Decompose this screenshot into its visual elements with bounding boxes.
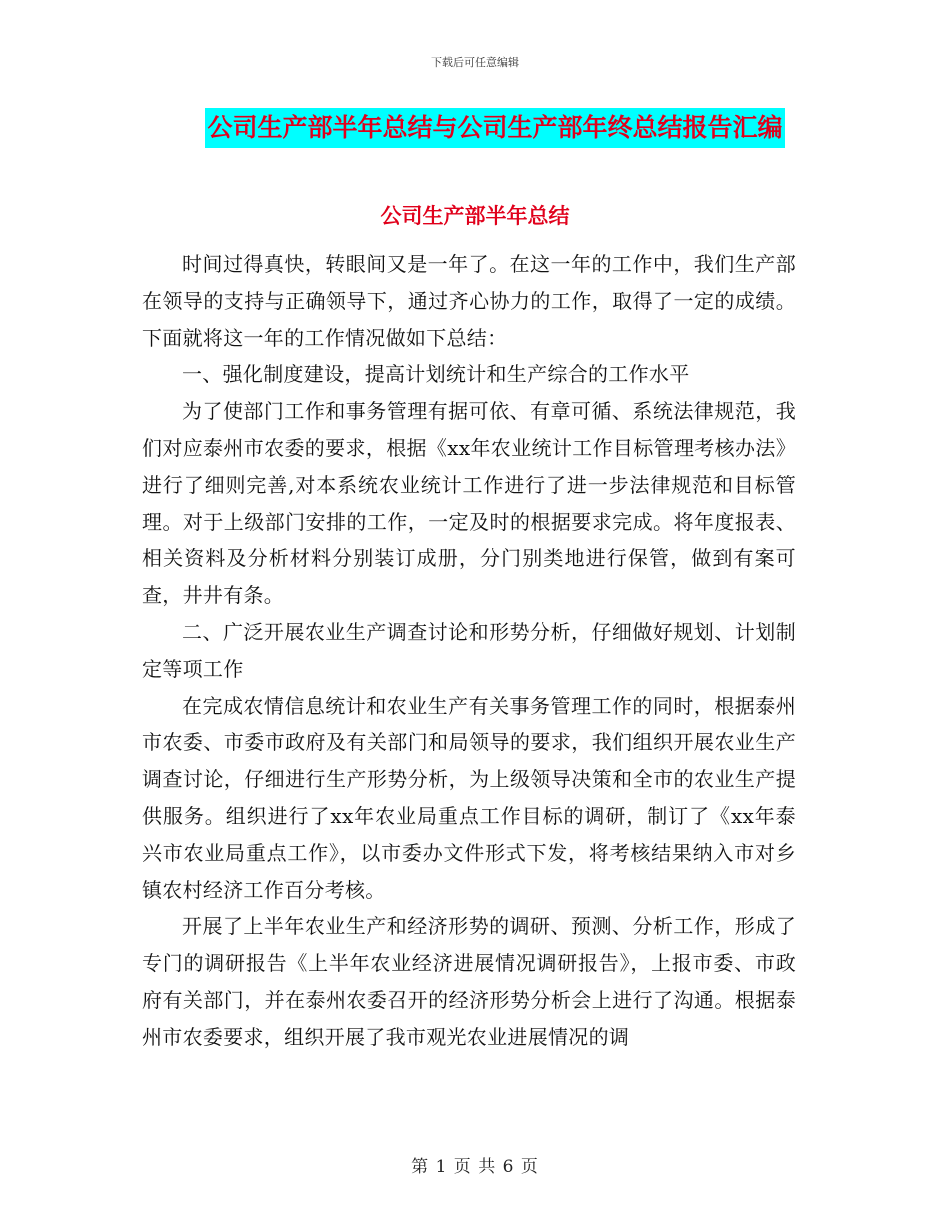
paragraph-intro: 时间过得真快，转眼间又是一年了。在这一年的工作中，我们生产部在领导的支持与正确领导下，通过齐心协力的工作，取得了一定的成绩。下面就将这一年的工作情况做如下总结：	[142, 252, 796, 350]
paragraph-section-2b: 开展了上半年农业生产和经济形势的调研、预测、分析工作，形成了专门的调研报告《上半年农业经济进展情况调研报告》，上报市委、市政府有关部门，并在泰州农委召开的经济形势分析会上进行了沟通。根据泰州市农委要求，组织开展了我市观光农业进展情况的调	[142, 914, 796, 1049]
main-title-wrap	[0, 108, 950, 148]
heading-section-2: 二、广泛开展农业生产调查讨论和形势分析，仔细做好规划、计划制定等项工作	[142, 619, 796, 681]
main-title: 公司生产部半年总结与公司生产部年终总结报告汇编	[205, 108, 784, 148]
heading-section-1: 一、强化制度建设，提高计划统计和生产综合的工作水平	[182, 362, 690, 387]
page-footer: 第 1 页 共 6 页	[411, 1157, 539, 1177]
document-body	[142, 246, 796, 1056]
header-note: 下载后可任意编辑	[431, 56, 519, 69]
paragraph-section-2a: 在完成农情信息统计和农业生产有关事务管理工作的同时，根据泰州市农委、市委市政府及有关部门和局领导的要求，我们组织开展农业生产调查讨论，仔细进行生产形势分析，为上级领导决策和全市的农业生产提供服务。组织进行了xx年农业局重点工作目标的调研，制订了《xx年泰兴市农业局重点工作》，以市委办文件形式下发，将考核结果纳入市对乡镇农村经济工作百分考核。	[142, 693, 796, 902]
paragraph-section-1: 为了使部门工作和事务管理有据可依、有章可循、系统法律规范，我们对应泰州市农委的要求，根据《xx年农业统计工作目标管理考核办法》进行了细则完善,对本系统农业统计工作进行了进一步法律规范和目标管理。对于上级部门安排的工作，一定及时的根据要求完成。将年度报表、相关资料及分析材料分别装订成册，分门别类地进行保管，做到有案可查，井井有条。	[142, 399, 796, 608]
section-title: 公司生产部半年总结	[380, 204, 570, 228]
